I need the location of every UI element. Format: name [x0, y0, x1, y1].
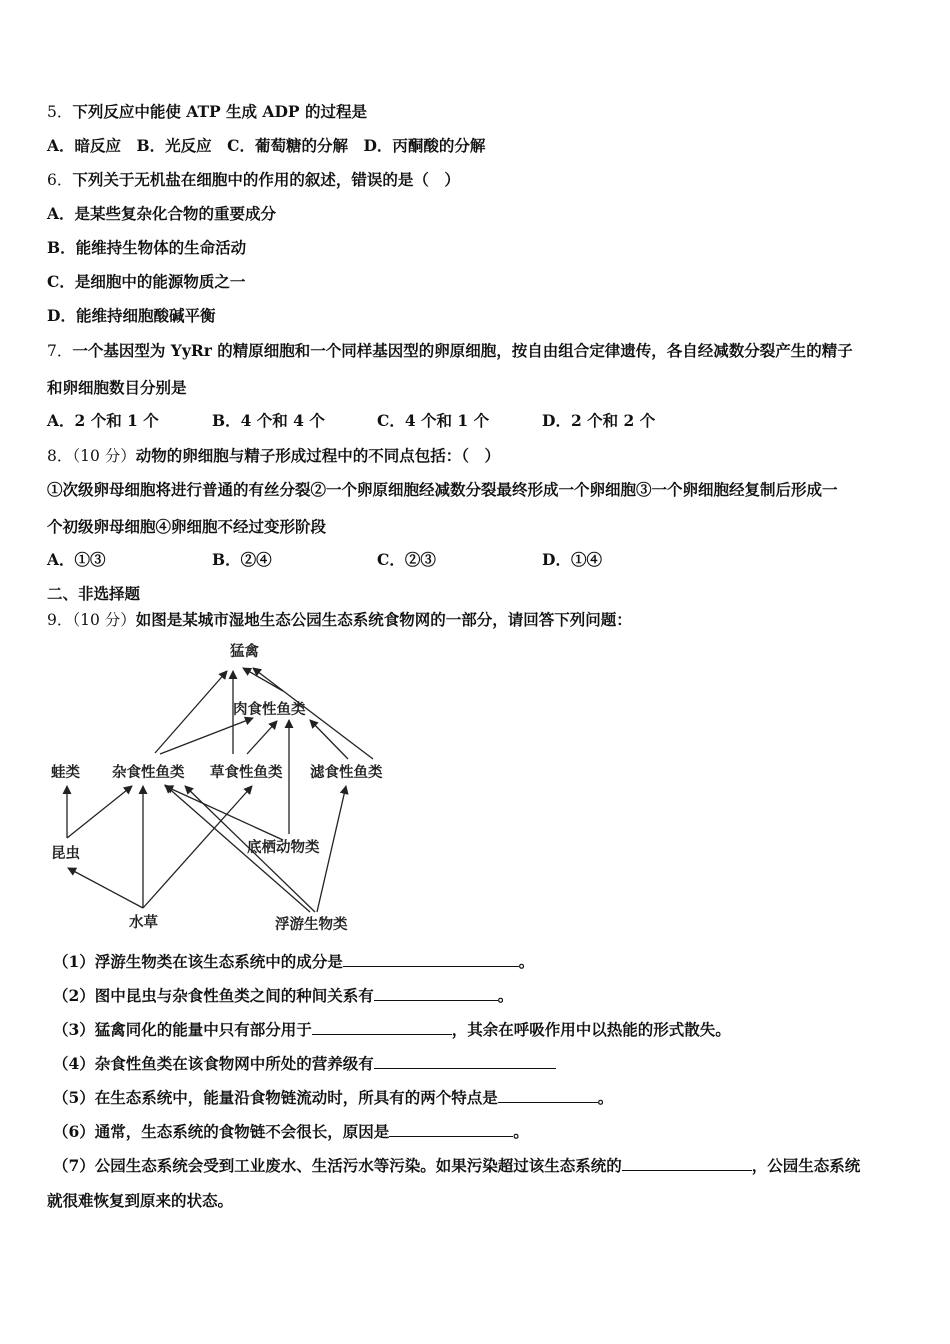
q6-stem: 下列关于无机盐在细胞中的作用的叙述，错误的是（ ）	[72, 170, 460, 189]
q9-sub4-blank[interactable]	[374, 1053, 556, 1069]
q9-sub3-text: （3）猛禽同化的能量中只有部分用于	[53, 1020, 312, 1039]
q9-sub6-text: （6）通常，生态系统的食物链不会很长，原因是	[53, 1122, 390, 1141]
node-plankton: 浮游生物类	[275, 916, 348, 933]
arrow-plankton-to-filter	[317, 786, 346, 912]
q7-option-c: C．4 个和 1 个	[377, 411, 490, 430]
q7-stem1: 一个基因型为 YyRr 的精原细胞和一个同样基因型的卵原细胞，按自由组合定律遗传，各自经减数分裂产生的精子	[72, 341, 853, 360]
q9-sub7-end: ，公园生态系统	[751, 1156, 861, 1175]
q6-option-d: D．能维持细胞酸碱平衡	[47, 306, 216, 325]
q9-sub4	[53, 1053, 556, 1074]
q7-option-b: B．4 个和 4 个	[212, 411, 325, 430]
q8-option-a: A．①③	[47, 550, 106, 569]
q7-stem-line1	[47, 341, 853, 361]
q7-stem2: 和卵细胞数目分别是	[47, 378, 187, 397]
q8-number: 8．（10 分）	[47, 447, 136, 465]
q5-number: 5．	[47, 103, 73, 121]
q9-sub6	[53, 1121, 529, 1142]
q9-sub4-text: （4）杂食性鱼类在该食物网中所处的营养级有	[53, 1054, 374, 1073]
q5-options: A．暗反应 B．光反应 C．葡萄糖的分解 D．丙酮酸的分解	[47, 136, 486, 155]
q9-sub5	[53, 1087, 613, 1108]
q6-option-a: A．是某些复杂化合物的重要成分	[47, 204, 277, 223]
q9-sub1-end: 。	[518, 952, 535, 971]
q9-sub1-blank[interactable]	[343, 951, 519, 967]
arrow-herbivore-to-carnivore	[247, 721, 277, 754]
q8-option-c: C．②③	[377, 550, 436, 569]
node-raptor: 猛禽	[230, 643, 259, 660]
node-carnivore-fish: 肉食性鱼类	[233, 701, 306, 718]
arrow-waterweed-to-insect	[68, 868, 143, 908]
q7-option-a: A．2 个和 1 个	[47, 411, 159, 430]
q7-number: 7．	[47, 342, 73, 360]
q9-sub3-blank[interactable]	[312, 1019, 452, 1035]
q5-stem: 下列反应中能使 ATP 生成 ADP 的过程是	[72, 102, 367, 121]
q9-sub1	[53, 951, 534, 972]
q9-sub7-blank[interactable]	[622, 1155, 752, 1171]
node-herbivore-fish: 草食性鱼类	[210, 764, 283, 781]
q9-sub5-blank[interactable]	[498, 1087, 598, 1103]
q9-sub6-blank[interactable]	[389, 1121, 513, 1137]
q8-stem: 动物的卵细胞与精子形成过程中的不同点包括：（ ）	[135, 446, 501, 465]
q9-sub2-blank[interactable]	[374, 985, 498, 1001]
q5-stem-line	[47, 102, 367, 122]
q9-stem: 如图是某城市湿地生态公园生态系统食物网的一部分，请回答下列问题：	[135, 610, 632, 629]
q8-body2: 个初级卵母细胞④卵细胞不经过变形阶段	[47, 517, 327, 536]
q8-option-b: B．②④	[212, 550, 272, 569]
q8-stem-line	[47, 446, 500, 466]
q9-stem-line	[47, 610, 632, 630]
node-waterweed: 水草	[129, 914, 158, 931]
q8-body1: ①次级卵母细胞将进行普通的有丝分裂②一个卵原细胞经减数分裂最终形成一个卵细胞③一个卵细胞经复制后形成一	[47, 480, 838, 499]
node-benthic: 底栖动物类	[247, 839, 320, 856]
q8-option-d: D．①④	[542, 550, 602, 569]
q9-sub2	[53, 985, 513, 1006]
q6-stem-line	[47, 170, 460, 190]
q9-sub2-end: 。	[497, 986, 514, 1005]
q9-sub5-text: （5）在生态系统中，能量沿食物链流动时，所具有的两个特点是	[53, 1088, 498, 1107]
arrow-omnivore-to-carnivore	[160, 718, 253, 754]
q9-sub7-text: （7）公园生态系统会受到工业废水、生活污水等污染。如果污染超过该生态系统的	[53, 1156, 622, 1175]
section-2-heading: 二、非选择题	[47, 584, 141, 603]
q6-option-b: B．能维持生物体的生命活动	[47, 238, 247, 257]
q6-number: 6．	[47, 171, 73, 189]
q9-sub2-text: （2）图中昆虫与杂食性鱼类之间的种间关系有	[53, 986, 374, 1005]
node-insect: 昆虫	[51, 845, 80, 862]
arrow-carnivore-to-raptor	[243, 668, 283, 691]
node-filter-fish: 滤食性鱼类	[310, 764, 383, 781]
food-web-diagram	[40, 636, 400, 936]
node-omnivore-fish: 杂食性鱼类	[112, 764, 185, 781]
q6-option-c: C．是细胞中的能源物质之一	[47, 272, 246, 291]
q7-option-d: D．2 个和 2 个	[542, 411, 656, 430]
arrow-insect-to-omnivore	[67, 786, 132, 838]
q9-sub7-line2: 就很难恢复到原来的状态。	[47, 1191, 234, 1210]
q9-sub1-text: （1）浮游生物类在该生态系统中的成分是	[53, 952, 343, 971]
arrow-benthic-to-omnivore	[165, 786, 283, 840]
arrow-omnivore-to-raptor	[155, 671, 227, 753]
node-frog: 蛙类	[51, 764, 80, 781]
q9-number: 9．（10 分）	[47, 611, 136, 629]
q9-sub3-end: ，其余在呼吸作用中以热能的形式散失。	[451, 1020, 731, 1039]
q9-sub6-end: 。	[513, 1122, 529, 1141]
q9-sub7	[53, 1155, 860, 1176]
q9-sub5-end: 。	[597, 1088, 614, 1107]
q9-sub3	[53, 1019, 731, 1040]
